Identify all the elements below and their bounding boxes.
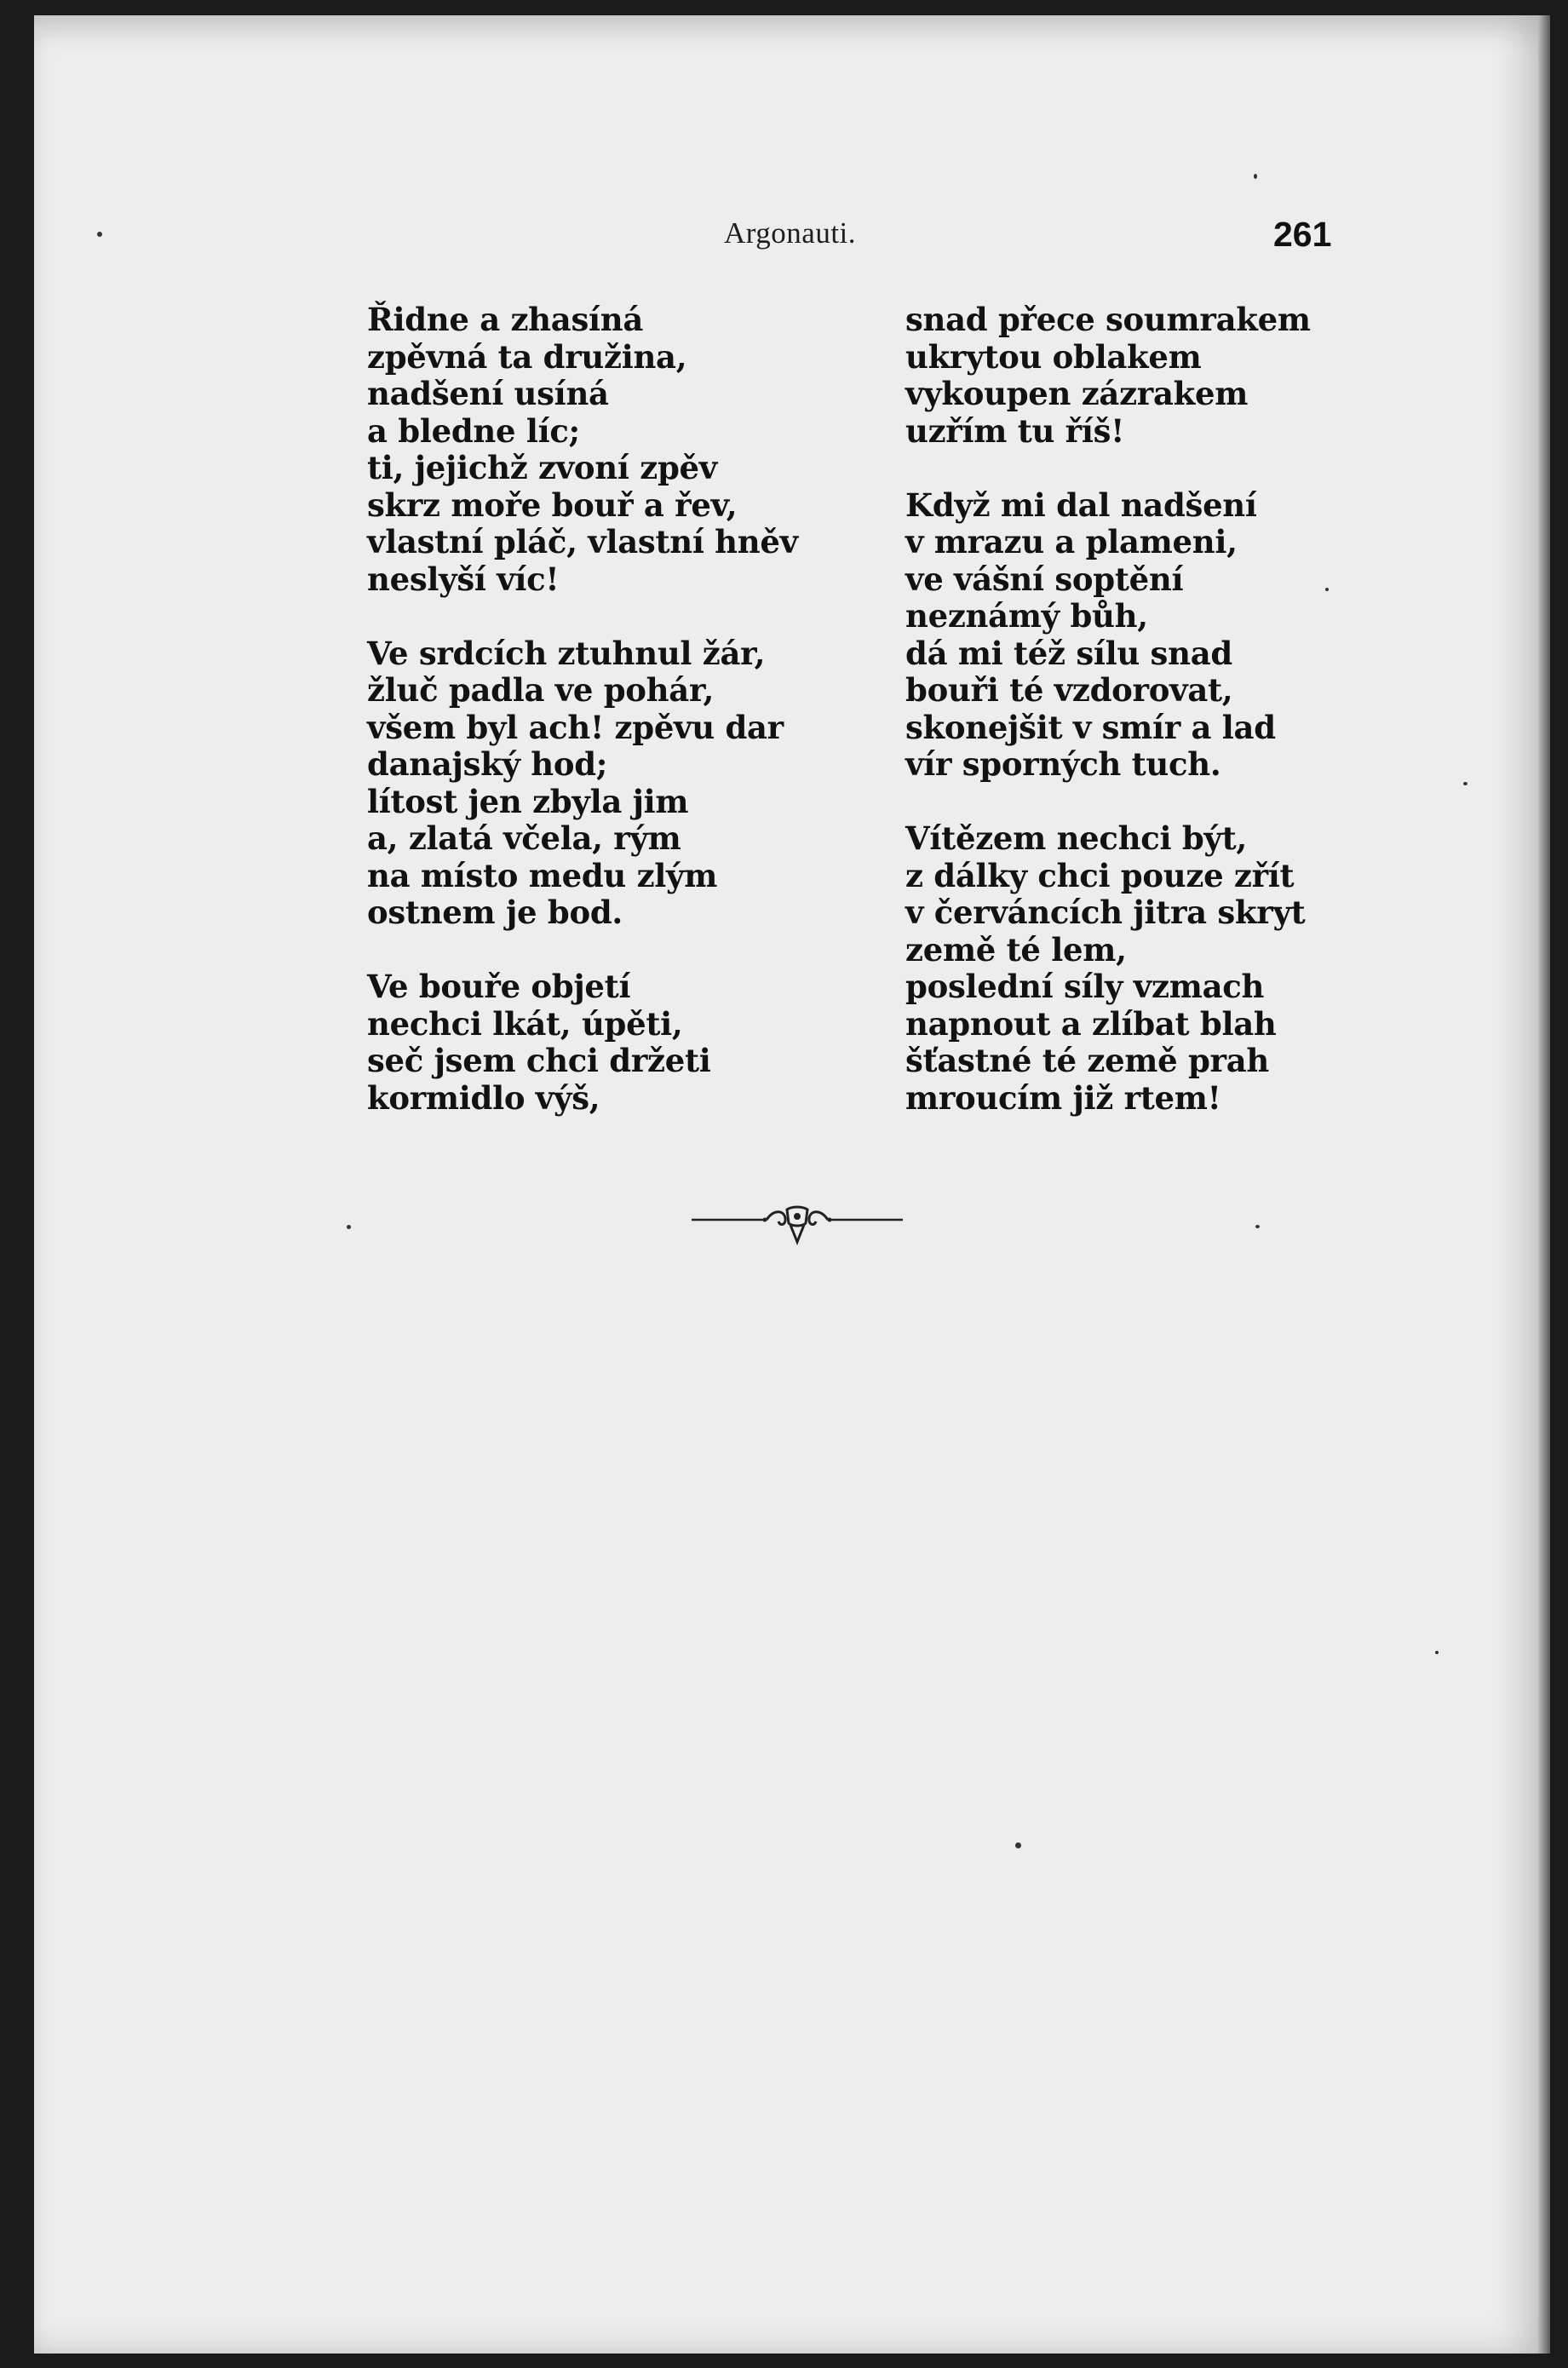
verse-line: všem byl ach! zpěvu dar: [367, 708, 784, 746]
page-speck: [1463, 782, 1467, 785]
verse-line: napnout a zlíbat blah: [905, 1004, 1277, 1043]
verse-line: vlastní pláč, vlastní hněv: [367, 523, 798, 560]
verse-line: uzřím tu říš!: [905, 411, 1125, 450]
verse-line: žluč padla ve pohár,: [367, 671, 715, 709]
verse-line: dá mi též sílu snad: [905, 634, 1232, 672]
page-edge-shadow: [1538, 15, 1550, 2354]
stanza: [367, 302, 798, 598]
end-ornament-icon: [692, 1199, 903, 1250]
verse-line: na místo medu zlým: [367, 856, 718, 894]
verse-line: nadšení usíná: [367, 375, 609, 412]
verse-line: ostnem je bod.: [367, 894, 623, 931]
verse-line: a bledne líc;: [367, 411, 580, 450]
page-speck: [97, 232, 102, 237]
verse-line: neslyší víc!: [367, 560, 560, 598]
stanza: [905, 820, 1311, 1117]
page-speck: [1254, 174, 1257, 179]
verse-line: Řidne a zhasíná: [367, 301, 644, 338]
page-speck: [1435, 1651, 1439, 1654]
verse-line: mroucím již rtem!: [905, 1078, 1221, 1117]
verse-line: ve vášní soptění: [905, 560, 1184, 598]
verse-line: poslední síly vzmach: [905, 968, 1265, 1005]
page-speck: [1325, 588, 1329, 591]
verse-line: v mrazu a plameni,: [905, 523, 1238, 560]
book-page: [34, 15, 1550, 2354]
verse-line: lítost jen zbyla jim: [367, 782, 689, 820]
page-speck: [1255, 1225, 1260, 1228]
verse-line: ti, jejichž zvoní zpěv: [367, 449, 717, 486]
stanza: [367, 635, 798, 932]
stanza: [905, 487, 1311, 784]
page-number: 261: [1273, 215, 1332, 254]
verse-line: Ve bouře objetí: [367, 968, 631, 1005]
poem-column-right: [905, 302, 1311, 1154]
verse-line: kormidlo výš,: [367, 1078, 600, 1117]
running-title: Argonauti.: [724, 216, 857, 250]
verse-line: seč jsem chci držeti: [367, 1042, 711, 1079]
verse-line: Když mi dal nadšení: [905, 486, 1257, 524]
verse-line: Ve srdcích ztuhnul žár,: [367, 634, 766, 672]
verse-line: bouři té vzdorovat,: [905, 671, 1233, 709]
stanza: [367, 968, 798, 1117]
verse-line: a, zlatá včela, rým: [367, 819, 681, 857]
verse-line: zpěvná ta družina,: [367, 337, 687, 376]
page-speck: [1015, 1842, 1021, 1848]
verse-line: snad přece soumrakem: [905, 301, 1311, 338]
verse-line: vykoupen zázrakem: [905, 375, 1249, 412]
verse-line: v červáncích jitra skryt: [905, 894, 1306, 931]
verse-line: ukrytou oblakem: [905, 337, 1202, 376]
verse-line: země té lem,: [905, 930, 1127, 968]
verse-line: nechci lkát, úpěti,: [367, 1004, 683, 1043]
verse-line: vír sporných tuch.: [905, 745, 1221, 783]
verse-line: Vítězem nechci být,: [905, 819, 1247, 857]
stanza: [905, 302, 1311, 450]
verse-line: skonejšit v smír a lad: [905, 708, 1276, 746]
verse-line: z dálky chci pouze zřít: [905, 856, 1295, 894]
verse-line: šťastné té země prah: [905, 1042, 1270, 1079]
verse-line: neznámý bůh,: [905, 597, 1148, 635]
poem-column-left: [367, 302, 798, 1154]
verse-line: danajský hod;: [367, 745, 608, 783]
page-speck: [347, 1225, 351, 1229]
verse-line: skrz moře bouř a řev,: [367, 486, 738, 524]
